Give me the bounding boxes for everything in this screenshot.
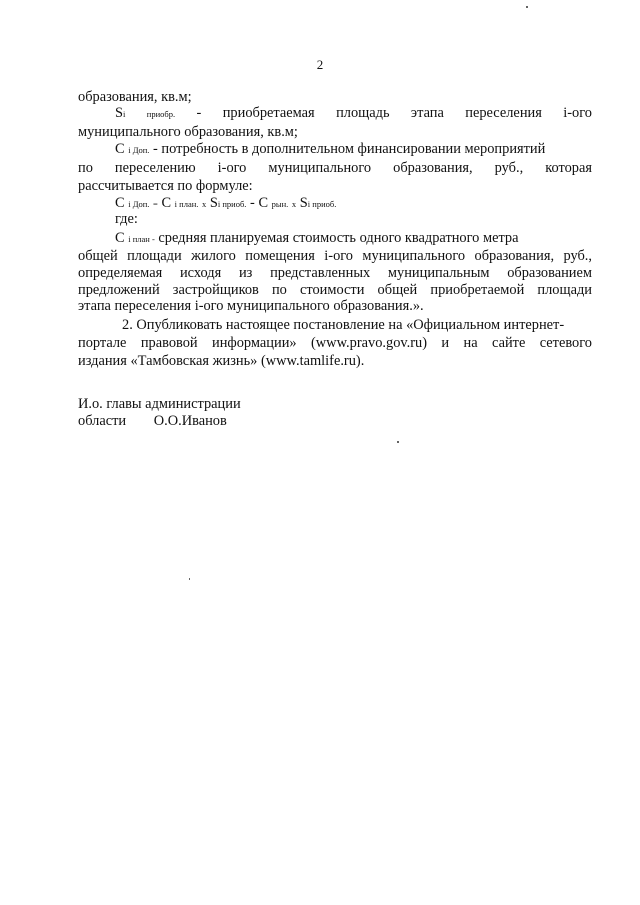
word: переселения xyxy=(465,105,542,121)
cplan-subscript: i план - xyxy=(128,234,155,244)
text-line-where: где: xyxy=(115,211,138,227)
text-line: по переселению i-ого муниципального образования, руб., которая xyxy=(78,160,592,176)
text-line: определяемая исходя из представленных муниципальным образованием xyxy=(78,265,592,281)
signature-title-region: области xyxy=(78,413,127,429)
scan-speck xyxy=(526,6,528,8)
formula-operator: = xyxy=(153,199,158,209)
cdop-symbol: С xyxy=(115,141,125,157)
signatory-name: О.О.Иванов xyxy=(153,413,227,429)
word: площадь xyxy=(336,105,390,121)
formula-operator: х xyxy=(291,199,297,209)
formula-operator: - xyxy=(250,195,255,211)
text-line: портале правовой информации» (www.pravo.gov.ru) и на сайте сетевого xyxy=(78,335,592,351)
cplan-text: средняя планируемая стоимость одного квадратного метра xyxy=(158,230,519,246)
formula-operator: х xyxy=(202,199,207,209)
si-symbol: Si xyxy=(115,105,126,121)
text-line-si-definition xyxy=(78,104,592,124)
text-line-paragraph-2: 2. Опубликовать настоящее постановление на «Официальном интернет- xyxy=(122,317,565,333)
cdop-text: - потребность в дополнительном финансировании мероприятий xyxy=(153,141,546,157)
formula-subscript: i план. xyxy=(174,199,199,209)
formula-subscript: рын. xyxy=(271,199,289,209)
scan-speck xyxy=(189,578,190,580)
text-line: издания «Тамбовская жизнь» (www.tamlife.ru). xyxy=(78,353,365,369)
text-line: образования, кв.м; xyxy=(78,89,192,105)
text-line: предложений застройщиков по стоимости общей приобретаемой площади xyxy=(78,282,592,298)
text-line: муниципального образования, кв.м; xyxy=(78,124,298,140)
scan-speck xyxy=(397,441,399,443)
text-line-cplan-definition xyxy=(78,229,592,249)
signature-line xyxy=(78,413,241,430)
si-subscript: приобр. xyxy=(146,109,176,119)
page-number: 2 xyxy=(316,57,324,72)
text-line: общей площади жилого помещения i-ого муниципального образования, руб., xyxy=(78,248,592,264)
formula-subscript: i Доп. xyxy=(128,199,150,209)
formula-term: С xyxy=(258,195,269,211)
formula-term: S xyxy=(209,195,218,211)
formula-term: С xyxy=(115,195,125,211)
si-dash: - xyxy=(196,105,202,121)
word: i-ого xyxy=(563,105,592,121)
formula-term: S xyxy=(299,195,308,211)
text-line-cdop-definition xyxy=(78,140,592,160)
signature-title: И.о. главы администрации xyxy=(78,396,241,412)
formula-term: С xyxy=(161,195,172,211)
cdop-subscript: i Доп. xyxy=(128,145,150,155)
word: приобретаемая xyxy=(222,105,315,121)
text-line: этапа переселения i-ого муниципального образования.». xyxy=(78,298,424,314)
formula-subscript: i приоб. xyxy=(307,199,337,209)
signature-block xyxy=(78,396,241,430)
word: этапа xyxy=(410,105,444,121)
formula-subscript: i приоб. xyxy=(217,199,247,209)
cplan-symbol: С xyxy=(115,230,125,246)
text-line: рассчитывается по формуле: xyxy=(78,178,253,194)
